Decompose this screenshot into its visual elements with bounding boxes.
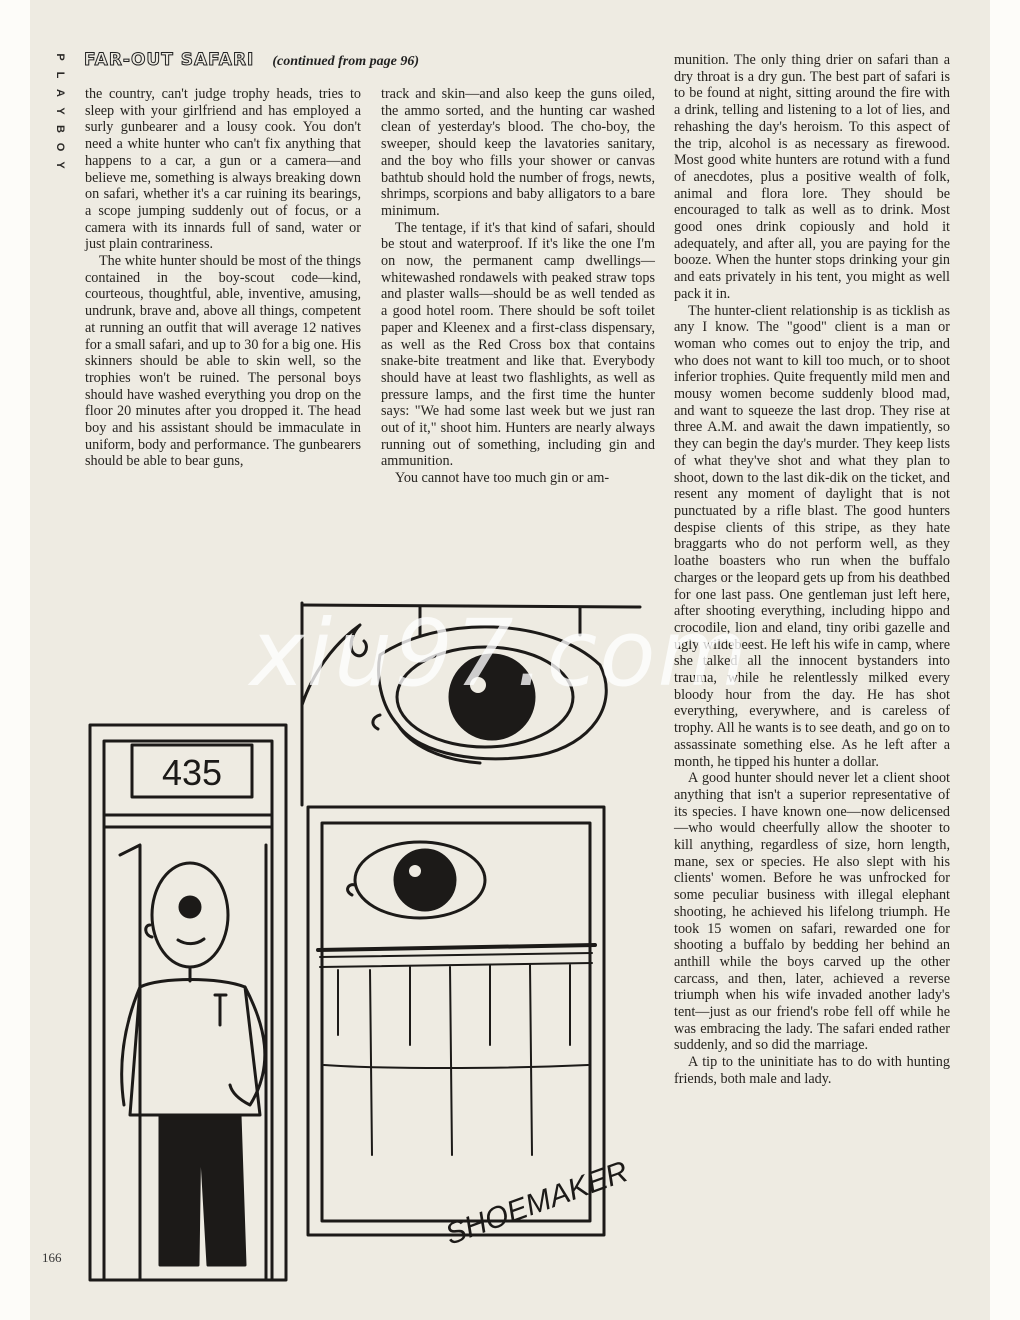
article-title: FAR-OUT SAFARI bbox=[84, 50, 255, 70]
paragraph: The white hunter should be most of the things contained in the boy-scout code—kind, courteous, thoughtful, able, inventive, amusing, undrunk, brave and, above all things, competent at running an outfit that will average 12 natives for a small safari, and up to 30 for a big one. His skinners should be able to skin well, so the trophies won't be ruined. The personal boys should have washed everything you drop on the floor 20 minutes after you dropped it. The head boy and his assistant should be immaculate in uniform, body and performance. The gunbearers should be able to bear guns, bbox=[85, 253, 361, 470]
rail-letter: O bbox=[54, 142, 66, 152]
door-number: 435 bbox=[161, 752, 223, 793]
cartoon-illustration bbox=[80, 595, 680, 1285]
rail-letter: B bbox=[54, 125, 66, 133]
text-column-3 bbox=[674, 52, 950, 1088]
paragraph: The tentage, if it's that kind of safari, should be stout and waterproof. If it's like the one I'm on now, the permanent camp dwellings—whitewashed rondawels with peaked straw tops and plaster walls—should be as well tended as a good hotel room. There should be soft toilet paper and Kleenex and a first-class dispensary, as well as the Red Cross box that contains snake-bite treatment and like that. Everybody should have at least two flashlights, as well as pressure lamps, and the first time the hunter says: "We had some last week but we just ran out of it," shoot him. Hunters are nearly always running out of something, including gin and ammunition. bbox=[381, 219, 655, 470]
watermark-text: xiu97.com bbox=[250, 600, 750, 707]
shop-window bbox=[308, 807, 604, 1235]
paragraph: A good hunter should never let a client shoot anything that isn't a superior representative of its species. I have known one—now delicensed—who would cheerfully allow the shooter to kill anything, regardless of size, horn length, mane, sex or species. He also slept with his clients' women. Before he was unfrocked for some peculiar business with illegal elephant shooting, he achieved his lifelong triumph. He took 15 women on safari, rewarded one for shooting a buffalo by bedding her behind an anthill while the boys carved up the other carcass, and then, later, achieved a reverse triumph when his wife invaded another lady's tent—just as our friend's robe fell off while he was embracing the lady. The safari ended rather suddenly, and so did the marriage. bbox=[674, 770, 950, 1054]
article-header bbox=[84, 50, 419, 76]
doorman-figure bbox=[122, 863, 265, 1265]
paragraph: You cannot have too much gin or am- bbox=[395, 470, 610, 487]
paragraph: munition. The only thing drier on safari than a dry throat is a dry gun. The best part of safari is to be found at night, sitting around the fire with a drink, telling and listening to a lot of lies, and rehashing the day's heroism. To this aspect of the trip, alcohol is as necessary as firewood. Most good white hunters are rotund with a fund of anecdotes, plus a positive wealth of folk, animal and flora lore. They should be encouraged to talk as well as to drink. Most good ones drink copiously and hold it adequately, and after all, you are paying for the booze. When the hunter stops drinking your gin and eats privately in his tent, you might as well pack it in. bbox=[674, 52, 950, 302]
rail-letter: L bbox=[54, 71, 66, 79]
magazine-name-rail bbox=[50, 48, 70, 174]
page-number: 166 bbox=[42, 1250, 62, 1265]
paragraph: A tip to the uninitiate has to do with hunting friends, both male and lady. bbox=[674, 1054, 950, 1087]
text-column-1 bbox=[85, 86, 361, 470]
rail-letter: P bbox=[54, 53, 66, 61]
paragraph: the country, can't judge trophy heads, tries to sleep with your girlfriend and has employed a surly gunbearer and a lousy cook. You don't need a white hunter who can't fix anything that happens to a car, a gun or a camera—and believe me, something is always breaking down on safari, whether it's a car ruining its bearings, a scope jumping suddenly out of focus, or a camera with its innards full of sand, water or just plain contrariness. bbox=[85, 86, 361, 253]
continued-note: (continued from page 96) bbox=[272, 54, 419, 69]
text-column-2 bbox=[381, 86, 655, 487]
rail-letter: Y bbox=[54, 107, 66, 115]
rail-letter: A bbox=[54, 89, 66, 97]
paragraph: The hunter-client relationship is as ticklish as any I know. The "good" client is a man or woman who comes out to enjoy the trip, and who does not want to kill too much, or to shoot inferior trophies. Quite frequently mild men and mousy women become suddenly blood mad, and want to squeeze the last drop. They rise at three A.M. and await the dawn impatiently, so they can begin the day's murder. They keep lists of what they've shot and what they plan to shoot, down to the last dik-dik on the ticket, and resent any moment of daylight that is not punctuated by a rifle blast. The good hunters despise clients of this stripe, as they hate braggarts who do not perform well, as they loathe boasters who run when the buffalo charges or the leopard gets up from his deathbed for one last pass. One gentleman just left here, after shooting everything, including hippo and crocodile, lion and eland, tiny oribi gazelle and ugly wildebeest. He left his wife in camp, where she talked all the innocent bystanders into trauma, while he relentlessly milked every bloody hour from the day. He has shot everything, everywhere, and is careless of trophy. All he wants is to see death, and go on to assassinate something else. As he left after a month, he tipped his hunter a dollar. bbox=[674, 302, 950, 770]
rail-letter: Y bbox=[54, 161, 66, 169]
artist-signature: SHOEMAKER bbox=[441, 1154, 633, 1252]
hanging-eye-sign-icon bbox=[373, 627, 606, 763]
paragraph: track and skin—and also keep the guns oiled, the ammo sorted, and the hunting car washed clean of yesterday's blood. The cho-boy, the sweeper, should keep the lavatories sanitary, and the boy who fills your shower or canvas bathtub should hold the number of frogs, newts, shrimps, scorpions and baby alligators to a bare minimum. bbox=[381, 86, 655, 219]
